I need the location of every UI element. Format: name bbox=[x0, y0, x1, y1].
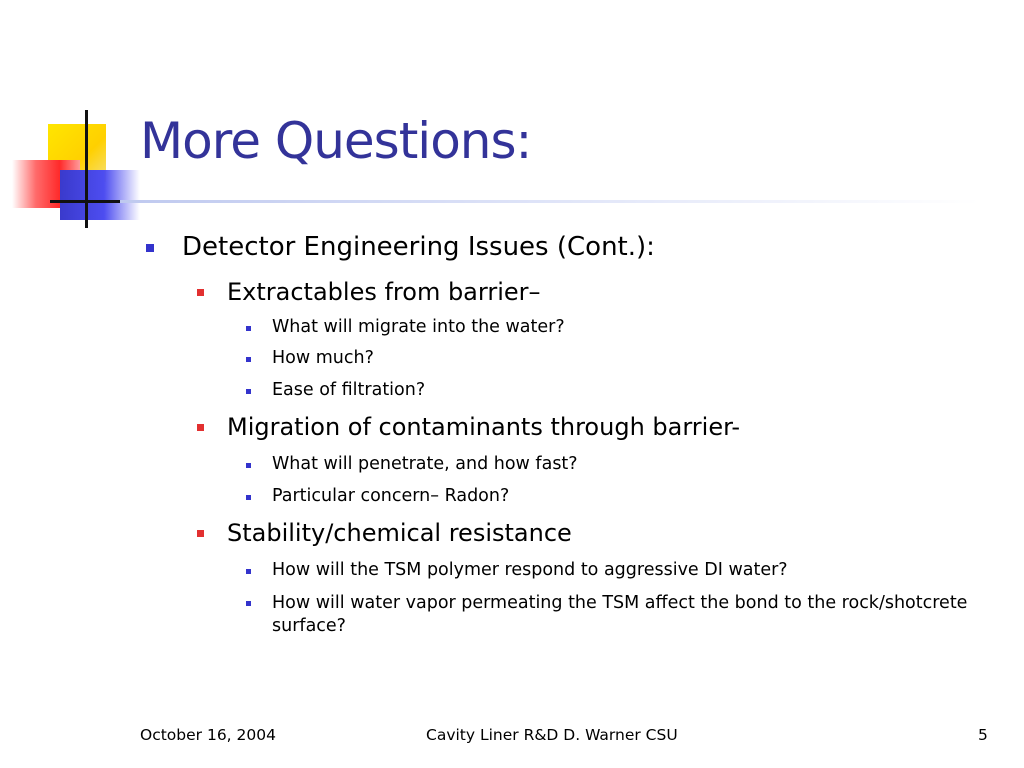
bullet-level2 bbox=[227, 413, 740, 441]
bullet-level2 bbox=[227, 519, 572, 547]
footer-center-text: Cavity Liner R&D D. Warner CSU bbox=[426, 726, 678, 744]
bullet-level3 bbox=[272, 380, 425, 400]
square-bullet-icon bbox=[246, 463, 251, 468]
square-bullet-icon bbox=[246, 569, 251, 574]
bullet-text: Ease of filtration? bbox=[272, 380, 426, 400]
bullet-text: Stability/chemical resistance bbox=[227, 519, 572, 547]
footer-date: October 16, 2004 bbox=[140, 726, 276, 744]
square-bullet-icon bbox=[146, 244, 154, 252]
bullet-text: Detector Engineering Issues (Cont.): bbox=[182, 232, 655, 262]
bullet-level3 bbox=[272, 317, 565, 337]
footer-page-number: 5 bbox=[978, 726, 988, 744]
bullet-text: How much? bbox=[272, 348, 374, 368]
square-bullet-icon bbox=[197, 530, 204, 537]
bullet-level3 bbox=[272, 592, 972, 638]
square-bullet-icon bbox=[246, 357, 251, 362]
bullet-text: What will migrate into the water? bbox=[272, 317, 565, 337]
bullet-level3 bbox=[272, 348, 374, 368]
bullet-level1 bbox=[182, 232, 655, 262]
bullet-text: How will the TSM polymer respond to aggressive DI water? bbox=[272, 560, 788, 580]
slide-title: More Questions: bbox=[140, 112, 532, 170]
bullet-level3 bbox=[272, 454, 578, 474]
bullet-level2 bbox=[227, 278, 541, 306]
bullet-text: What will penetrate, and how fast? bbox=[272, 454, 578, 474]
bullet-text: How will water vapor permeating the TSM affect the bond to the rock/shotcrete surface? bbox=[272, 593, 968, 636]
square-bullet-icon bbox=[197, 424, 204, 431]
bullet-level3 bbox=[272, 560, 788, 580]
bullet-text: Migration of contaminants through barrier- bbox=[227, 413, 741, 441]
bullet-text: Particular concern– Radon? bbox=[272, 486, 510, 506]
square-bullet-icon bbox=[246, 326, 251, 331]
bullet-level3 bbox=[272, 486, 509, 506]
bullet-text: Extractables from barrier– bbox=[227, 278, 541, 306]
square-bullet-icon bbox=[197, 289, 204, 296]
square-bullet-icon bbox=[246, 389, 251, 394]
square-bullet-icon bbox=[246, 601, 251, 606]
square-bullet-icon bbox=[246, 495, 251, 500]
